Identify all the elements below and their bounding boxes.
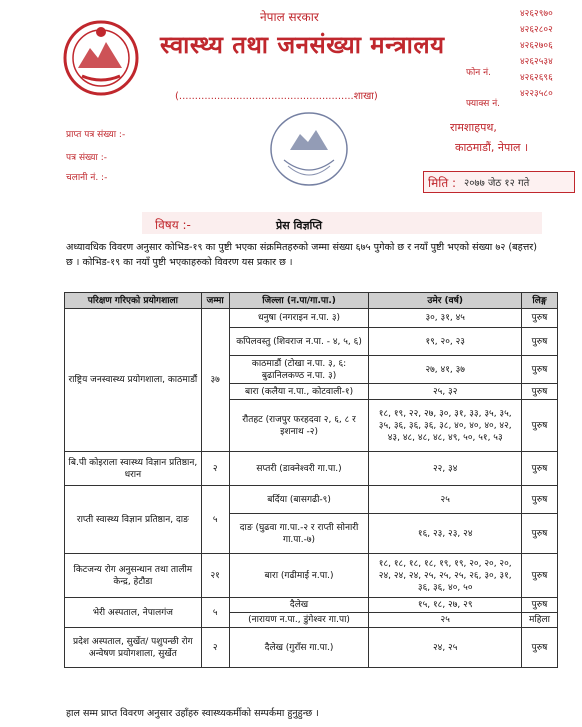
table-row [65,452,558,486]
address-city: काठमाडौं, नेपाल । [455,141,529,154]
sex: पुरुष [522,400,558,452]
govt-name: नेपाल सरकार [260,10,319,24]
lab-total: ५ [201,486,229,554]
lab-name: बि.पी कोइराला स्वास्थ्य विज्ञान प्रतिष्ठान, धरान [65,452,202,486]
lab-total: २१ [201,554,229,598]
nepal-emblem-logo [62,18,140,98]
sex: पुरुष [522,628,558,668]
lab-total: ३७ [201,309,229,452]
ages: २४, २५ [369,628,522,668]
table-row [65,309,558,328]
fax-label: फ्याक्स नं. [466,99,501,109]
lab-total: ५ [201,598,229,628]
table-row [65,486,558,514]
ages: १९, २०, २३ [369,328,522,356]
date-label: मिति : [428,176,457,190]
table-row [65,598,558,613]
district: धनुषा (नगराइन न.पा. ३) [229,309,369,328]
sex: पुरुष [522,598,558,613]
district: दैलेख [229,598,369,613]
sex: महिला [522,613,558,628]
sex: पुरुष [522,486,558,514]
district: दाङ (घुढवा गा.पा.-२ र राप्ती सोनारी गा.पा.-७) [229,514,369,554]
footer-note: हाल सम्म प्राप्त विवरण अनुसार उहाँहरु स्वास्थ्यकर्मीको सम्पर्कमा हुनुहुन्छ । [66,708,319,719]
section-line: (.......................................................शाखा) [175,91,378,102]
phone-numbers [520,6,553,102]
phone-number: ४२६२६९६ [520,73,553,83]
district: बर्दिया (बासगढी-९) [229,486,369,514]
sex: पुरुष [522,554,558,598]
cases-table [64,292,558,668]
lab-total: २ [201,452,229,486]
sex: पुरुष [522,328,558,356]
table-row [65,554,558,598]
district: (नारायण न.पा., डुंगेश्वर गा.पा) [229,613,369,628]
ref-received: प्राप्त पत्र संख्या :- [66,130,126,140]
header-lab: परिक्षण गरिएको प्रयोगशाला [65,293,202,309]
ages: १८, १९, २२, २७, ३०, ३१, ३३, ३५, ३५, ३५, ३६, ३६, ३६, ३८, ४०, ४०, ४०, ४२, ४३, ४८, ४८, ४८, ४९, ५०, ५१, ५३ [369,400,522,452]
sex: पुरुष [522,452,558,486]
phone-number: ४२६२९७० [520,9,553,19]
phone-number: ४२६२८०२ [520,25,553,35]
lab-name: राप्ती स्वास्थ्य विज्ञान प्रतिष्ठान, दाङ [65,486,202,554]
table-header-row [65,293,558,309]
ages: १५, १८, २७, २९ [369,598,522,613]
ages: २५ [369,486,522,514]
ages: २५ [369,613,522,628]
ages: २२, ३४ [369,452,522,486]
lab-name: प्रदेश अस्पताल, सुर्खेत/ पशुपन्छी रोग अन्वेषण प्रयोगशाला, सुर्खेत [65,628,202,668]
lab-name: राष्ट्रिय जनस्वास्थ्य प्रयोगशाला, काठमाडौं [65,309,202,452]
district: सप्तरी (डाक्नेश्वरी गा.पा.) [229,452,369,486]
subject-label: विषय :- [155,218,191,232]
ref-dispatch-no: चलानी नं. :- [66,173,108,183]
ages: ३०, ३१, ४५ [369,309,522,328]
ages: २५, ३२ [369,384,522,400]
header-total: जम्मा [201,293,229,309]
ages: १६, २३, २३, २४ [369,514,522,554]
phone-number: ४२६२५३४ [520,57,553,67]
subject-bar [142,212,542,234]
header-age: उमेर (वर्ष) [369,293,522,309]
district: काठमाडौं (टोखा न.पा. ३, ६: बुढानिलकण्ठ न.पा. ३) [229,356,369,384]
lab-total: २ [201,628,229,668]
intro-paragraph: अध्यावधिक विवरण अनुसार कोभिड-१९ का पुष्टी भएका संक्रमितहरुको जम्मा संख्या ६७५ पुगेको छ र नयाँ पुष्टी भएको संख्या ७२ (बहत्तर) छ । कोभिड-१९ का नयाँ पुष्टी भएकाहरुको विवरण यस प्रकार छ । [66,242,537,268]
date-box [423,171,575,193]
district: दैलेख (गुराँस गा.पा.) [229,628,369,668]
sex: पुरुष [522,309,558,328]
sex: पुरुष [522,356,558,384]
district: बारा (कलैया न.पा., कोटवाली-१) [229,384,369,400]
date-value: २०७७ जेठ १२ गते [464,178,530,189]
ages: १८, १८, १८, १८, १९, १९, २०, २०, २०, २४, २४, २४, २५, २५, २५, २६, ३०, ३१, ३६, ३६, ४०, ५० [369,554,522,598]
document-title: प्रेस विज्ञप्ति [276,219,323,232]
phone-label: फोन नं. [466,68,491,78]
sex: पुरुष [522,514,558,554]
phone-number: ४२२३५८० [520,89,553,99]
ministry-name: स्वास्थ्य तथा जनसंख्या मन्त्रालय [160,31,445,59]
district: बारा (गढीमाई न.पा.) [229,554,369,598]
header-sex: लिङ्ग [522,293,558,309]
address-street: रामशाहपथ, [450,121,497,134]
ref-letter-no: पत्र संख्या :- [66,153,107,163]
ages: २७, ४१, ३७ [369,356,522,384]
phone-number: ४२६२७०६ [520,41,553,51]
ministry-seal-stamp [268,108,350,190]
table-row [65,628,558,668]
header-district: जिल्ला (न.पा/गा.पा.) [229,293,369,309]
lab-name: भेरी अस्पताल, नेपालगंज [65,598,202,628]
sex: पुरुष [522,384,558,400]
district: रौतहट (राजपुर फरहदवा २, ६, ८ र इशनाथ -२) [229,400,369,452]
district: कपिलवस्तु (शिवराज न.पा. - ४, ५, ६) [229,328,369,356]
lab-name: किटजन्य रोग अनुसन्धान तथा तालीम केन्द्र, हेटौडा [65,554,202,598]
